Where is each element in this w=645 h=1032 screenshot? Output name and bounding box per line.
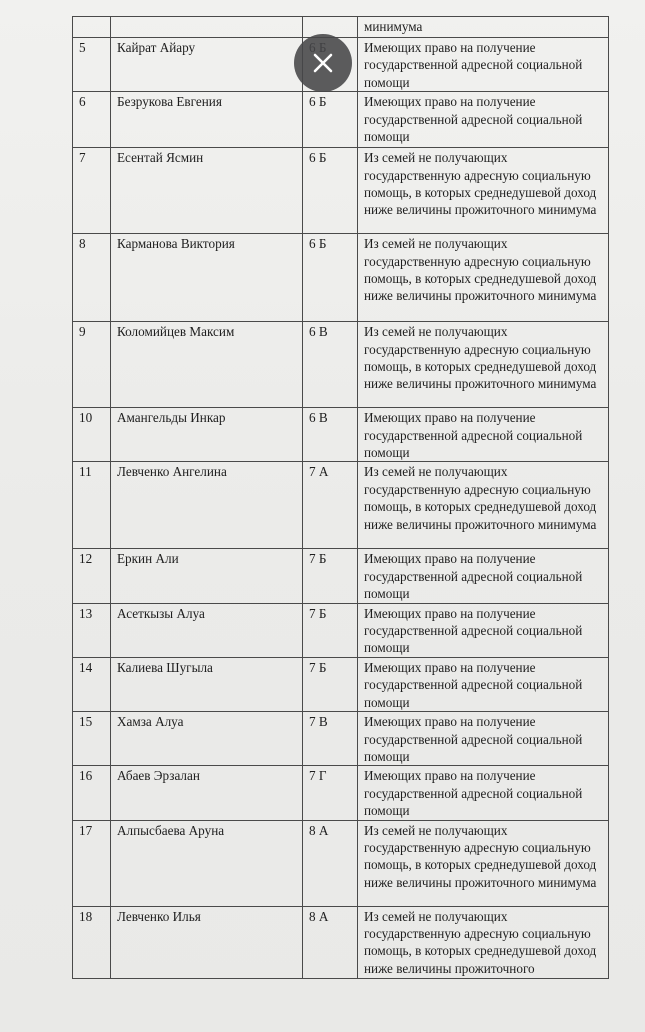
category-cell: Из семей не получающих государственную адресную социальную помощь, в которых среднедушевой доход ниже величины прожиточного минимума <box>358 820 609 906</box>
num-cell: 13 <box>73 603 111 657</box>
class-cell: 7 Б <box>303 657 358 711</box>
class-cell: 7 Г <box>303 766 358 820</box>
name-cell: Амангельды Инкар <box>111 408 303 462</box>
table-row <box>73 603 609 657</box>
table-row <box>73 234 609 322</box>
close-button[interactable] <box>294 34 352 92</box>
table-row <box>73 322 609 408</box>
name-cell: Алпысбаева Аруна <box>111 820 303 906</box>
class-cell: 7 В <box>303 712 358 766</box>
name-cell: Асеткызы Алуа <box>111 603 303 657</box>
table-row-continuation <box>73 17 609 38</box>
num-cell: 8 <box>73 234 111 322</box>
table-row <box>73 657 609 711</box>
num-cell: 17 <box>73 820 111 906</box>
category-cell: Имеющих право на получение государственной адресной социальной помощи <box>358 92 609 148</box>
class-cell: 6 В <box>303 408 358 462</box>
category-cell: Имеющих право на получение государственной адресной социальной помощи <box>358 603 609 657</box>
category-cell: Имеющих право на получение государственной адресной социальной помощи <box>358 766 609 820</box>
num-cell: 7 <box>73 148 111 234</box>
class-cell: 7 Б <box>303 549 358 603</box>
num-cell <box>73 17 111 38</box>
name-cell: Абаев Эрзалан <box>111 766 303 820</box>
category-cell: Из семей не получающих государственную адресную социальную помощь, в которых среднедушевой доход ниже величины прожиточного <box>358 906 609 978</box>
category-cell: Из семей не получающих государственную адресную социальную помощь, в которых среднедушевой доход ниже величины прожиточного минимума <box>358 462 609 549</box>
category-cell: минимума <box>358 17 609 38</box>
table-row <box>73 408 609 462</box>
category-cell: Имеющих право на получение государственной адресной социальной помощи <box>358 712 609 766</box>
class-cell: 6 Б <box>303 234 358 322</box>
class-cell: 7 А <box>303 462 358 549</box>
num-cell: 10 <box>73 408 111 462</box>
category-cell: Из семей не получающих государственную адресную социальную помощь, в которых среднедушевой доход ниже величины прожиточного минимума <box>358 234 609 322</box>
name-cell <box>111 17 303 38</box>
num-cell: 9 <box>73 322 111 408</box>
class-cell: 6 В <box>303 322 358 408</box>
class-cell: 8 А <box>303 820 358 906</box>
num-cell: 18 <box>73 906 111 978</box>
name-cell: Хамза Алуа <box>111 712 303 766</box>
num-cell: 15 <box>73 712 111 766</box>
class-cell: 6 Б <box>303 92 358 148</box>
table-row <box>73 549 609 603</box>
name-cell: Левченко Ангелина <box>111 462 303 549</box>
name-cell: Есентай Ясмин <box>111 148 303 234</box>
name-cell: Коломийцев Максим <box>111 322 303 408</box>
table-row <box>73 712 609 766</box>
category-cell: Из семей не получающих государственную адресную социальную помощь, в которых среднедушевой доход ниже величины прожиточного минимума <box>358 148 609 234</box>
category-cell: Имеющих право на получение государственной адресной социальной помощи <box>358 549 609 603</box>
num-cell: 12 <box>73 549 111 603</box>
category-cell: Имеющих право на получение государственной адресной социальной помощи <box>358 657 609 711</box>
num-cell: 11 <box>73 462 111 549</box>
table-row <box>73 906 609 978</box>
name-cell: Еркин Али <box>111 549 303 603</box>
name-cell: Калиева Шугыла <box>111 657 303 711</box>
close-icon <box>312 52 334 74</box>
name-cell: Левченко Илья <box>111 906 303 978</box>
students-table <box>72 16 609 979</box>
num-cell: 5 <box>73 38 111 92</box>
num-cell: 16 <box>73 766 111 820</box>
table-row <box>73 92 609 148</box>
class-cell: 8 А <box>303 906 358 978</box>
class-cell: 6 Б <box>303 148 358 234</box>
table-row <box>73 766 609 820</box>
class-cell: 7 Б <box>303 603 358 657</box>
category-cell: Из семей не получающих государственную адресную социальную помощь, в которых среднедушевой доход ниже величины прожиточного минимума <box>358 322 609 408</box>
table-row <box>73 462 609 549</box>
table-row <box>73 820 609 906</box>
name-cell: Кайрат Айару <box>111 38 303 92</box>
category-cell: Имеющих право на получение государственной адресной социальной помощи <box>358 408 609 462</box>
num-cell: 6 <box>73 92 111 148</box>
num-cell: 14 <box>73 657 111 711</box>
name-cell: Карманова Виктория <box>111 234 303 322</box>
name-cell: Безрукова Евгения <box>111 92 303 148</box>
table-row <box>73 148 609 234</box>
category-cell: Имеющих право на получение государственной адресной социальной помощи <box>358 38 609 92</box>
